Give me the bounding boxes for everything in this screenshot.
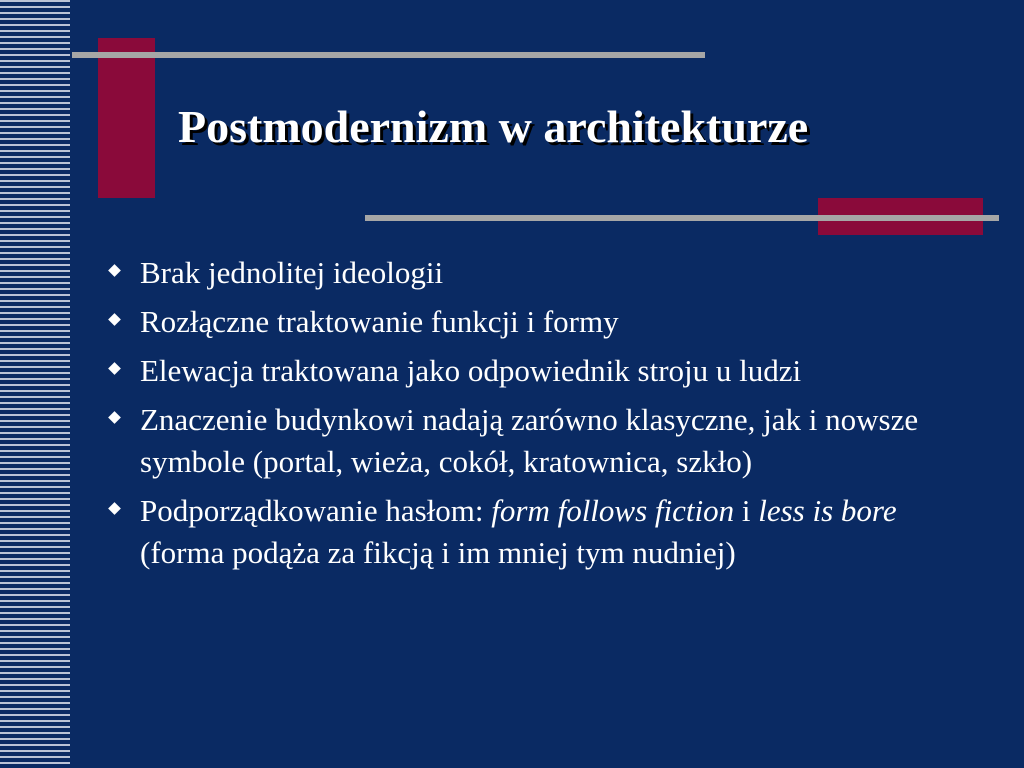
bullet-text: (forma podąża za fikcją i im mniej tym nudniej) <box>140 535 736 570</box>
bullet-text: i <box>734 493 759 528</box>
bullet-item <box>108 301 968 343</box>
bullet-item <box>108 490 968 574</box>
diamond-icon <box>108 264 121 277</box>
decorative-rule-top <box>72 52 705 58</box>
bullet-text: Rozłączne traktowanie funkcji i formy <box>140 304 619 339</box>
slide-title: Postmodernizm w architekturze <box>178 101 809 152</box>
diamond-icon <box>108 411 121 424</box>
diamond-icon <box>108 362 121 375</box>
left-stripe-band <box>0 0 72 768</box>
bullet-item <box>108 399 968 483</box>
bullet-item <box>108 252 968 294</box>
bullet-text-italic: form follows fiction <box>491 493 735 528</box>
decorative-crimson-block <box>98 38 155 198</box>
diamond-icon <box>108 502 121 515</box>
bullet-text: Elewacja traktowana jako odpowiednik stroju u ludzi <box>140 353 802 388</box>
bullet-text: Podporządkowanie hasłom: <box>140 493 492 528</box>
diamond-icon <box>108 313 121 326</box>
bullet-list <box>108 252 968 581</box>
bullet-text: Znaczenie budynkowi nadają zarówno klasyczne, jak i nowsze symbole (portal, wieża, cokół, kratownica, szkło) <box>140 402 919 479</box>
bullet-text-italic: less is bore <box>758 493 897 528</box>
bullet-text: Brak jednolitej ideologii <box>140 255 444 290</box>
bullet-item <box>108 350 968 392</box>
decorative-rule-middle <box>365 215 999 221</box>
